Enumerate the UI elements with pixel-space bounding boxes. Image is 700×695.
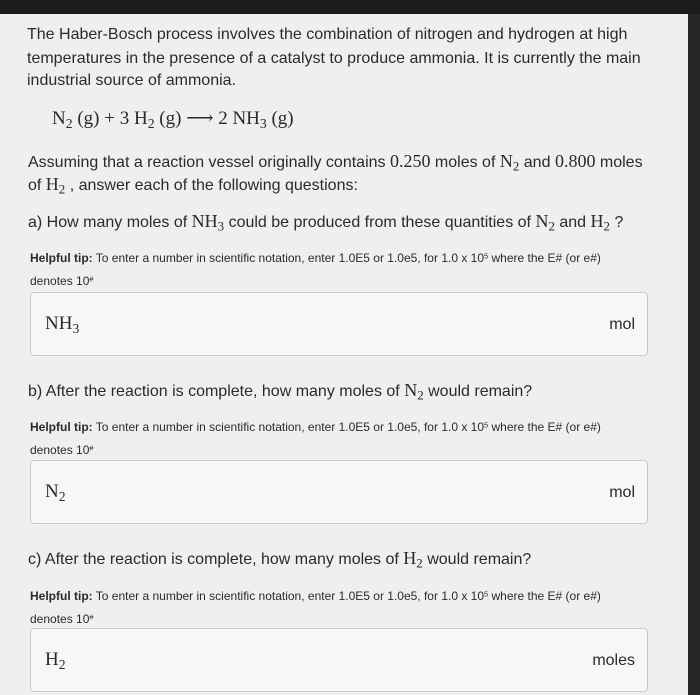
question-a: a) How many moles of $NH_3$ could be produced from these quantities of $N_2$ and $H_2$ ? (28, 211, 624, 234)
answer-input-nh3[interactable] (30, 292, 648, 356)
helpful-tip-b: Helpful tip: To enter a number in scientific notation, enter 1.0E5 or 1.0e5, for 1.0 x $10^5$ where the E# (or e#) denotes 10# (30, 420, 601, 457)
question-c: c) After the reaction is complete, how many moles of $H_2$ would remain? (28, 548, 532, 571)
intro-line-2: temperatures in the presence of a catalyst to produce ammonia. It is currently the main (27, 50, 641, 67)
answer-input-n2[interactable] (30, 460, 648, 524)
right-edge-bar (688, 14, 700, 695)
answer-unit-nh3: mol (609, 316, 635, 333)
question-b: b) After the reaction is complete, how many moles of $N_2$ would remain? (28, 380, 533, 403)
answer-label-nh3: $NH_3$ (45, 313, 80, 336)
answer-input-h2[interactable] (30, 628, 648, 692)
helpful-tip-c: Helpful tip: To enter a number in scientific notation, enter 1.0E5 or 1.0e5, for 1.0 x $10^5$ where the E# (or e#) denotes 10# (30, 589, 601, 626)
top-bar (0, 0, 700, 14)
assumption-line-2: of $H_2$ , answer each of the following questions: (28, 174, 358, 197)
assumption-line-1: Assuming that a reaction vessel originally contains 0.250 moles of $N_2$ and 0.800 moles (28, 151, 643, 174)
reaction-equation: $N_2$ (g) + 3 $H_2$ (g) ⟶ 2 $NH_3$ (g) (52, 108, 294, 131)
intro-line-1: The Haber-Bosch process involves the combination of nitrogen and hydrogen at high (27, 26, 628, 43)
answer-unit-n2: mol (609, 484, 635, 501)
answer-label-h2: $H_2$ (45, 649, 66, 672)
answer-unit-h2: moles (592, 652, 635, 669)
helpful-tip-a: Helpful tip: To enter a number in scientific notation, enter 1.0E5 or 1.0e5, for 1.0 x $10^5$ where the E# (or e#) denotes 10# (30, 251, 601, 288)
intro-line-3: industrial source of ammonia. (27, 72, 236, 89)
answer-label-n2: $N_2$ (45, 481, 66, 504)
